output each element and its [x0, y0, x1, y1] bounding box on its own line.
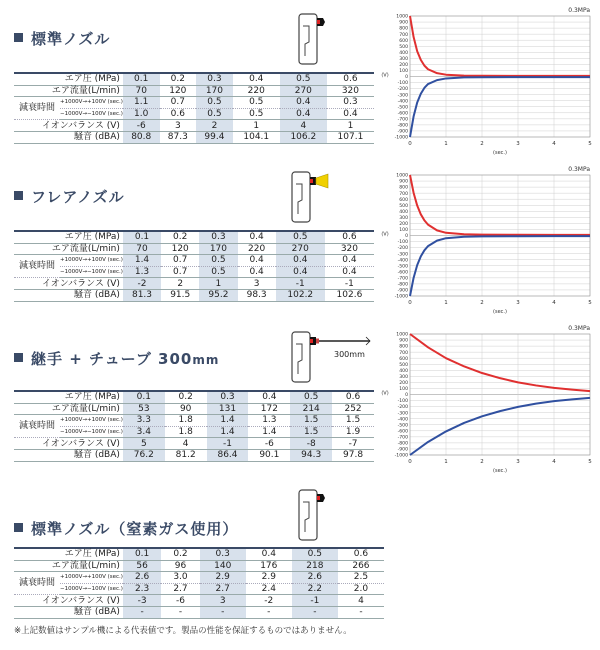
cell: -1 [325, 278, 374, 290]
cell: 0.4 [325, 255, 374, 267]
cell: 120 [161, 243, 199, 255]
cell: 1.8 [165, 415, 207, 427]
cell: 2.0 [338, 583, 384, 595]
cell: -1 [276, 278, 325, 290]
cell: 0.4 [280, 108, 327, 120]
row-balance: イオンバランス (V) 5 4 -1 -6 -8 -7 [14, 438, 374, 450]
cell: - [161, 606, 199, 618]
x-tick-label: 0 [408, 459, 412, 465]
y-tick-label: 800 [399, 344, 408, 350]
y-tick-label: -400 [397, 417, 408, 423]
cell: -2 [123, 278, 161, 290]
cell: 320 [325, 243, 374, 255]
cell: 0.2 [160, 73, 197, 85]
y-tick-label: 0 [405, 393, 408, 399]
cell: 0.1 [123, 231, 161, 243]
cell: 1 [233, 120, 280, 132]
cell: 120 [160, 85, 197, 97]
cell: 0.4 [280, 97, 327, 109]
cell: 0.4 [238, 231, 276, 243]
cell: 2.3 [123, 583, 161, 595]
y-tick-label: -500 [397, 423, 408, 429]
cell: 320 [327, 85, 374, 97]
cell: 2.7 [161, 583, 199, 595]
cell: 2.4 [246, 583, 292, 595]
cell: 0.3 [327, 97, 374, 109]
cell: -6 [248, 438, 290, 450]
y-tick-label: -500 [397, 105, 408, 111]
y-tick-label: 0 [405, 75, 408, 81]
section-marker [14, 191, 23, 200]
cell: 1 [327, 120, 374, 132]
y-tick-label: -700 [397, 276, 408, 282]
chart-svg [380, 163, 595, 323]
y-tick-label: 900 [399, 179, 408, 185]
cell: 0.5 [233, 108, 280, 120]
cell: 1.3 [123, 266, 161, 278]
cell: 0.6 [327, 73, 374, 85]
y-axis-label: (V) [381, 231, 389, 238]
series-line-1 [410, 175, 590, 235]
series-line-2 [410, 77, 590, 137]
spec-table-flare-nozzle [14, 230, 374, 302]
cell: 3.0 [161, 572, 199, 584]
cell: 81.2 [165, 449, 207, 461]
y-tick-label: -200 [397, 405, 408, 411]
cell: -1 [292, 595, 338, 607]
cell: 1.1 [123, 97, 160, 109]
y-tick-label: 100 [399, 387, 408, 393]
cell: 87.3 [160, 131, 197, 143]
y-tick-label: -700 [397, 117, 408, 123]
y-tick-label: 200 [399, 381, 408, 386]
row-noise: 騒音 (dBA) - - - - - - [14, 606, 384, 618]
y-tick-label: 1000 [396, 14, 408, 20]
cell: 2.6 [123, 572, 161, 584]
y-tick-label: -800 [397, 441, 408, 447]
decay-chart-1 [380, 4, 595, 164]
x-tick-label: 0 [408, 300, 412, 306]
cell: 0.5 [280, 73, 327, 85]
x-tick-label: 5 [588, 459, 592, 465]
y-tick-label: 200 [399, 63, 408, 68]
y-tick-label: 600 [399, 356, 408, 362]
y-tick-label: -900 [397, 447, 408, 453]
cell: - [200, 606, 246, 618]
cell: -7 [332, 438, 374, 450]
cell: 0.4 [246, 548, 292, 560]
y-tick-label: 600 [399, 38, 408, 44]
x-tick-label: 3 [516, 300, 520, 306]
cell: 170 [199, 243, 237, 255]
cell: 214 [290, 403, 332, 415]
cell: -6 [123, 120, 160, 132]
x-tick-label: 0 [408, 141, 412, 147]
cell: 1.5 [290, 415, 332, 427]
y-tick-label: 300 [399, 215, 408, 221]
row-flow: エア流量(L/min) 56 96 140 176 218 266 [14, 560, 384, 572]
x-tick-label: 5 [588, 300, 592, 306]
cell: 3 [238, 278, 276, 290]
y-tick-label: -1000 [394, 135, 408, 141]
section-marker [14, 33, 23, 42]
section-title-standard-nozzle: 標準ノズル [14, 28, 110, 49]
cell: 0.4 [276, 255, 325, 267]
spec-table-standard-nozzle [14, 72, 374, 144]
cell: 102.2 [276, 289, 325, 301]
cell: 1.3 [248, 415, 290, 427]
row-flow: エア流量(L/min) 70 120 170 220 270 320 [14, 85, 374, 97]
y-tick-label: -100 [397, 240, 408, 246]
cell: 0.4 [327, 108, 374, 120]
decay-group-label: 減衰時間 [14, 97, 60, 120]
cell: 0.4 [248, 391, 290, 403]
spec-table-fitting-tube [14, 390, 374, 462]
row-pressure: エア圧 (MPa) 0.1 0.2 0.3 0.4 0.5 0.6 [14, 73, 374, 85]
row-decay-positive: 減衰時間 +1000V→+100V (sec.) 1.4 0.7 0.5 0.4 0.4 0.4 [14, 255, 374, 267]
row-noise: 騒音 (dBA) 81.3 91.5 95.2 98.3 102.2 102.6 [14, 289, 374, 301]
cell: 2.9 [200, 572, 246, 584]
cell: 104.1 [233, 131, 280, 143]
row-noise: 騒音 (dBA) 80.8 87.3 99.4 104.1 106.2 107.1 [14, 131, 374, 143]
y-tick-label: -500 [397, 264, 408, 270]
row-decay-negative: −1000V→−100V (sec.) 2.3 2.7 2.7 2.4 2.2 2.0 [14, 583, 384, 595]
cell: 2.6 [292, 572, 338, 584]
cell: 1.4 [123, 255, 161, 267]
spec-table-nitrogen [14, 547, 384, 619]
cell: 3 [200, 595, 246, 607]
cell: 3 [160, 120, 197, 132]
y-tick-label: 800 [399, 185, 408, 191]
cell: 0.5 [290, 391, 332, 403]
cell: 0.3 [207, 391, 249, 403]
row-balance: イオンバランス (V) -3 -6 3 -2 -1 4 [14, 595, 384, 607]
cell: 0.2 [165, 391, 207, 403]
cell: 0.5 [196, 97, 233, 109]
cell: 0.4 [238, 255, 276, 267]
y-tick-label: -900 [397, 288, 408, 294]
cell: 270 [276, 243, 325, 255]
x-tick-label: 2 [480, 300, 484, 306]
cell: 95.2 [199, 289, 237, 301]
y-tick-label: 400 [399, 209, 408, 215]
cell: 0.4 [276, 266, 325, 278]
y-tick-label: 500 [399, 203, 408, 209]
cell: 1.9 [332, 426, 374, 438]
cell: 91.5 [161, 289, 199, 301]
y-axis-label: (V) [381, 390, 389, 397]
cell: 1.4 [248, 426, 290, 438]
cell: 1.0 [123, 108, 160, 120]
y-tick-label: 600 [399, 197, 408, 203]
cell: 2.9 [246, 572, 292, 584]
x-tick-label: 2 [480, 141, 484, 147]
y-axis-label: (V) [381, 72, 389, 79]
y-tick-label: 1000 [396, 332, 408, 338]
y-tick-label: 900 [399, 20, 408, 26]
cell: 90 [165, 403, 207, 415]
cell: 99.4 [196, 131, 233, 143]
y-tick-label: 400 [399, 368, 408, 374]
cell: 76.2 [123, 449, 165, 461]
chart-title: 0.3MPa [568, 7, 590, 14]
cell: 5 [123, 438, 165, 450]
y-tick-label: 700 [399, 191, 408, 197]
cell: 0.5 [199, 255, 237, 267]
section-marker [14, 353, 23, 362]
cell: 1.5 [332, 415, 374, 427]
y-tick-label: 900 [399, 338, 408, 344]
decay-chart-2 [380, 163, 595, 323]
row-decay-positive: 減衰時間 +1000V→+100V (sec.) 3.3 1.8 1.4 1.3 1.5 1.5 [14, 415, 374, 427]
y-tick-label: 300 [399, 374, 408, 380]
cell: 0.1 [123, 73, 160, 85]
cell: 176 [246, 560, 292, 572]
cell: 140 [200, 560, 246, 572]
cell: 97.8 [332, 449, 374, 461]
footnote: ※上記数値はサンプル機による代表値です。製品の性能を保証するものではありません。 [14, 626, 352, 636]
cell: 0.6 [338, 548, 384, 560]
cell: 0.2 [161, 231, 199, 243]
x-axis-label: (sec.) [493, 150, 507, 156]
y-tick-label: -800 [397, 123, 408, 129]
cell: 0.3 [200, 548, 246, 560]
y-tick-label: -100 [397, 81, 408, 87]
cell: 1.4 [207, 415, 249, 427]
row-decay-positive: 減衰時間 +1000V→+100V (sec.) 2.6 3.0 2.9 2.9 2.6 2.5 [14, 572, 384, 584]
cell: 106.2 [280, 131, 327, 143]
y-tick-label: 400 [399, 50, 408, 56]
cell: 0.5 [196, 108, 233, 120]
cell: 2.5 [338, 572, 384, 584]
row-flow: エア流量(L/min) 70 120 170 220 270 320 [14, 243, 374, 255]
y-tick-label: -200 [397, 87, 408, 93]
cell: 218 [292, 560, 338, 572]
row-balance: イオンバランス (V) -6 3 2 1 4 1 [14, 120, 374, 132]
cell: 1 [199, 278, 237, 290]
cell: 252 [332, 403, 374, 415]
cell: 131 [207, 403, 249, 415]
y-tick-label: -300 [397, 411, 408, 417]
cell: -3 [123, 595, 161, 607]
cell: 1.8 [165, 426, 207, 438]
section-title-nitrogen: 標準ノズル（窒素ガス使用） [14, 518, 238, 539]
row-balance: イオンバランス (V) -2 2 1 3 -1 -1 [14, 278, 374, 290]
decay-group-label: 減衰時間 [14, 255, 60, 278]
cell: 102.6 [325, 289, 374, 301]
cell: 4 [338, 595, 384, 607]
cell: 98.3 [238, 289, 276, 301]
y-tick-label: -100 [397, 399, 408, 405]
y-tick-label: 500 [399, 362, 408, 368]
cell: 81.3 [123, 289, 161, 301]
x-tick-label: 1 [444, 459, 448, 465]
standard-nozzle-icon [297, 12, 327, 68]
y-tick-label: 100 [399, 69, 408, 75]
cell: 0.5 [233, 97, 280, 109]
y-tick-label: -300 [397, 93, 408, 99]
row-decay-negative: −1000V→−100V (sec.) 1.0 0.6 0.5 0.5 0.4 0.4 [14, 108, 374, 120]
decay-group-label: 減衰時間 [14, 572, 60, 595]
cell: 0.6 [332, 391, 374, 403]
cell: 3.3 [123, 415, 165, 427]
y-tick-label: 1000 [396, 173, 408, 179]
cell: 0.5 [276, 231, 325, 243]
y-tick-label: 200 [399, 222, 408, 227]
cell: 1.4 [207, 426, 249, 438]
series-line-2 [410, 236, 590, 296]
cell: 0.7 [161, 266, 199, 278]
cell: 270 [280, 85, 327, 97]
series-line-1 [410, 16, 590, 76]
x-tick-label: 2 [480, 459, 484, 465]
cell: 2.2 [292, 583, 338, 595]
x-tick-label: 1 [444, 300, 448, 306]
cell: 0.4 [238, 266, 276, 278]
cell: 0.2 [161, 548, 199, 560]
y-tick-label: -1000 [394, 453, 408, 459]
decay-group-label: 減衰時間 [14, 415, 60, 438]
cell: 90.1 [248, 449, 290, 461]
cell: - [246, 606, 292, 618]
chart-svg [380, 4, 595, 164]
cell: - [292, 606, 338, 618]
cell: 70 [123, 243, 161, 255]
x-tick-label: 4 [552, 300, 556, 306]
cell: 0.5 [199, 266, 237, 278]
x-tick-label: 3 [516, 141, 520, 147]
y-tick-label: -800 [397, 282, 408, 288]
row-pressure: エア圧 (MPa) 0.1 0.2 0.3 0.4 0.5 0.6 [14, 391, 374, 403]
y-tick-label: -400 [397, 258, 408, 264]
y-tick-label: 700 [399, 32, 408, 38]
cell: 0.7 [161, 255, 199, 267]
x-tick-label: 3 [516, 459, 520, 465]
cell: 56 [123, 560, 161, 572]
cell: - [338, 606, 384, 618]
cell: 0.6 [160, 108, 197, 120]
cell: 0.5 [292, 548, 338, 560]
y-tick-label: -300 [397, 252, 408, 258]
y-tick-label: -1000 [394, 294, 408, 300]
row-decay-positive: 減衰時間 +1000V→+100V (sec.) 1.1 0.7 0.5 0.5 0.4 0.3 [14, 97, 374, 109]
chart-svg [380, 322, 595, 482]
row-decay-negative: −1000V→−100V (sec.) 1.3 0.7 0.5 0.4 0.4 0.4 [14, 266, 374, 278]
section-title-flare-nozzle: フレアノズル [14, 186, 125, 207]
cell: 0.1 [123, 391, 165, 403]
cell: 0.4 [325, 266, 374, 278]
y-tick-label: -400 [397, 99, 408, 105]
cell: 94.3 [290, 449, 332, 461]
chart-title: 0.3MPa [568, 166, 590, 173]
cell: 86.4 [207, 449, 249, 461]
y-tick-label: 500 [399, 44, 408, 50]
x-tick-label: 1 [444, 141, 448, 147]
y-tick-label: 300 [399, 56, 408, 62]
cell: 3.4 [123, 426, 165, 438]
y-tick-label: -600 [397, 429, 408, 435]
cell: 220 [233, 85, 280, 97]
cell: -8 [290, 438, 332, 450]
cell: 266 [338, 560, 384, 572]
cell: 1.5 [290, 426, 332, 438]
cell: 53 [123, 403, 165, 415]
row-pressure: エア圧 (MPa) 0.1 0.2 0.3 0.4 0.5 0.6 [14, 548, 384, 560]
cell: 96 [161, 560, 199, 572]
x-axis-label: (sec.) [493, 309, 507, 315]
cell: 4 [165, 438, 207, 450]
cell: - [123, 606, 161, 618]
cell: 0.7 [160, 97, 197, 109]
cell: 0.1 [123, 548, 161, 560]
y-tick-label: -700 [397, 435, 408, 441]
cell: 2.7 [200, 583, 246, 595]
cell: -1 [207, 438, 249, 450]
cell: 2 [161, 278, 199, 290]
y-tick-label: 700 [399, 350, 408, 356]
cell: 220 [238, 243, 276, 255]
y-tick-label: 0 [405, 234, 408, 240]
x-tick-label: 4 [552, 141, 556, 147]
cell: 0.3 [196, 73, 233, 85]
section-marker [14, 523, 23, 532]
y-tick-label: 100 [399, 228, 408, 234]
cell: 0.6 [325, 231, 374, 243]
cell: -6 [161, 595, 199, 607]
tube-length-label: 300mm [334, 350, 365, 359]
cell: 107.1 [327, 131, 374, 143]
flare-nozzle-icon [290, 170, 338, 226]
cell: 0.3 [199, 231, 237, 243]
y-tick-label: -900 [397, 129, 408, 135]
cell: 0.4 [233, 73, 280, 85]
cell: 80.8 [123, 131, 160, 143]
row-pressure: エア圧 (MPa) 0.1 0.2 0.3 0.4 0.5 0.6 [14, 231, 374, 243]
x-tick-label: 5 [588, 141, 592, 147]
y-tick-label: 800 [399, 26, 408, 32]
x-axis-label: (sec.) [493, 468, 507, 474]
cell: -2 [246, 595, 292, 607]
decay-chart-3 [380, 322, 595, 482]
section-title-fitting-tube: 継手 + チューブ 300mm [14, 348, 219, 369]
y-tick-label: -600 [397, 111, 408, 117]
standard-nozzle-icon [297, 488, 327, 544]
cell: 172 [248, 403, 290, 415]
chart-title: 0.3MPa [568, 325, 590, 332]
x-tick-label: 4 [552, 459, 556, 465]
row-decay-negative: −1000V→−100V (sec.) 3.4 1.8 1.4 1.4 1.5 1.9 [14, 426, 374, 438]
y-tick-label: -600 [397, 270, 408, 276]
y-tick-label: -200 [397, 246, 408, 252]
cell: 2 [196, 120, 233, 132]
row-noise: 騒音 (dBA) 76.2 81.2 86.4 90.1 94.3 97.8 [14, 449, 374, 461]
cell: 4 [280, 120, 327, 132]
cell: 170 [196, 85, 233, 97]
row-flow: エア流量(L/min) 53 90 131 172 214 252 [14, 403, 374, 415]
cell: 70 [123, 85, 160, 97]
